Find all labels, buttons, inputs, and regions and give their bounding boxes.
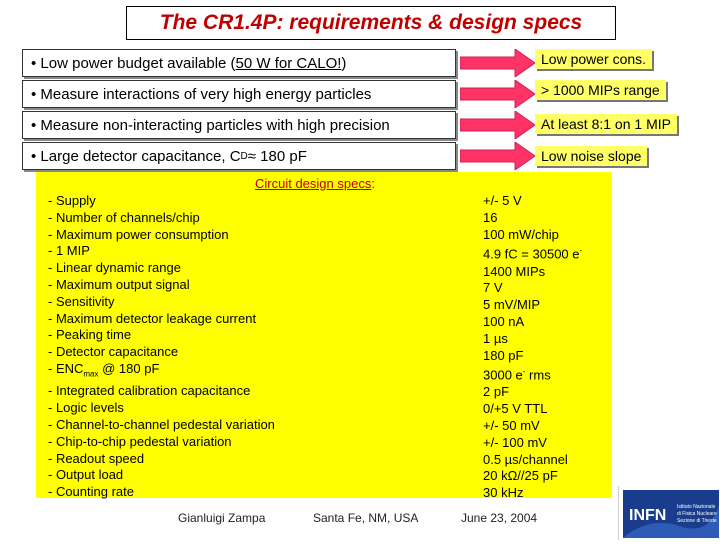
requirement-subscript: D (240, 150, 248, 162)
parameter-enc-subscript: max (83, 369, 99, 379)
parameter-item: - Linear dynamic range (48, 260, 181, 276)
parameter-item: - Counting rate (48, 484, 134, 500)
value-item (483, 243, 582, 263)
value-item: 0/+5 V TTL (483, 401, 548, 417)
parameter-item: - Output load (48, 467, 124, 483)
spec-box: > 1000 MIPs range (535, 80, 666, 100)
value-item: 100 nA (483, 313, 525, 329)
value-item: +/- 100 mV (483, 434, 547, 450)
footer-author: Gianluigi Zampa (178, 511, 266, 525)
value-item: 100 mW/chip (483, 226, 559, 242)
infn-logo (618, 486, 720, 540)
parameter-item: - Supply (48, 193, 96, 208)
footer-location: Santa Fe, NM, USA (313, 511, 419, 525)
parameter-item: - Sensitivity (48, 293, 115, 309)
parameter-item: - Logic levels (48, 400, 124, 416)
parameter-item: - Maximum output signal (48, 276, 190, 292)
requirement-row (22, 111, 456, 139)
value-item: +/- 50 mV (483, 418, 540, 434)
spec-box: Low noise slope (535, 146, 647, 166)
spec-box: At least 8:1 on 1 MIP (535, 114, 677, 134)
logo-subtext: Sezione di Trieste (677, 518, 717, 524)
value-item: 0.5 µs/channel (483, 451, 568, 467)
panel-title-colon: : (371, 176, 375, 191)
spec-box: Low power cons. (535, 49, 652, 69)
value-item: 7 V (483, 280, 503, 296)
right-arrow-icon (460, 49, 535, 77)
requirement-row (22, 80, 456, 108)
parameter-item (48, 361, 275, 383)
requirement-text-end: ≈ 180 pF (247, 147, 307, 165)
value-list (483, 193, 582, 502)
requirement-row (22, 49, 456, 77)
requirement-text: • Large detector capacitance, C (31, 147, 241, 165)
right-arrow-icon (460, 142, 535, 170)
slide-title: The CR1.4P: requirements & design specs (159, 11, 583, 34)
parameter-item: - Integrated calibration capacitance (48, 383, 251, 399)
value-suffix: rms (525, 367, 551, 383)
value-item: 16 (483, 209, 498, 225)
value-item: 1 µs (483, 330, 508, 346)
infn-logo-icon (619, 486, 720, 540)
requirement-text-end: ) (341, 54, 347, 72)
requirement-text: • Measure interactions of very high energy particles (31, 85, 372, 103)
footer-date: June 23, 2004 (461, 511, 538, 525)
parameter-item: - Maximum power consumption (48, 226, 229, 242)
parameter-item: - Readout speed (48, 450, 145, 466)
parameter-item: - Peaking time (48, 327, 132, 343)
value-item (483, 364, 582, 384)
requirement-text: • Measure non-interacting particles with high precision (31, 116, 390, 134)
slide-title-box (126, 6, 616, 40)
logo-subtext: di Fisica Nucleare (677, 511, 717, 517)
value-text: 4.9 fC = 30500 e (483, 246, 580, 262)
parameter-item: - Channel-to-channel pedestal variation (48, 416, 275, 432)
right-arrow-icon (460, 80, 535, 108)
parameter-enc: - ENC (48, 360, 84, 376)
parameter-list (48, 193, 275, 501)
value-item: 2 pF (483, 384, 510, 400)
value-text: 3000 e (483, 367, 523, 383)
parameter-item: - Maximum detector leakage current (48, 310, 257, 326)
requirement-row (22, 142, 456, 170)
value-item: 5 mV/MIP (483, 297, 541, 313)
right-arrow-icon (460, 111, 535, 139)
value-item: 20 kΩ//25 pF (483, 468, 558, 484)
value-superscript: - (522, 367, 526, 377)
parameter-enc-suffix: @ 180 pF (98, 360, 160, 376)
parameter-item: - 1 MIP (48, 243, 90, 259)
value-item: 1400 MIPs (483, 263, 546, 279)
panel-title-text: Circuit design specs (255, 176, 372, 191)
requirement-underlined: 50 W for CALO! (235, 54, 342, 72)
requirement-text: • Low power budget available ( (31, 54, 236, 72)
parameter-item: - Detector capacitance (48, 344, 179, 360)
panel-title (255, 176, 375, 191)
value-superscript: - (579, 246, 583, 256)
logo-subtext: Istituto Nazionale (677, 504, 716, 510)
value-item: +/- 5 V (483, 193, 522, 208)
value-item: 180 pF (483, 347, 524, 363)
parameter-item: - Chip-to-chip pedestal variation (48, 433, 232, 449)
parameter-item: - Number of channels/chip (48, 209, 200, 225)
value-item: 30 kHz (483, 485, 524, 501)
logo-text: INFN (629, 507, 667, 524)
